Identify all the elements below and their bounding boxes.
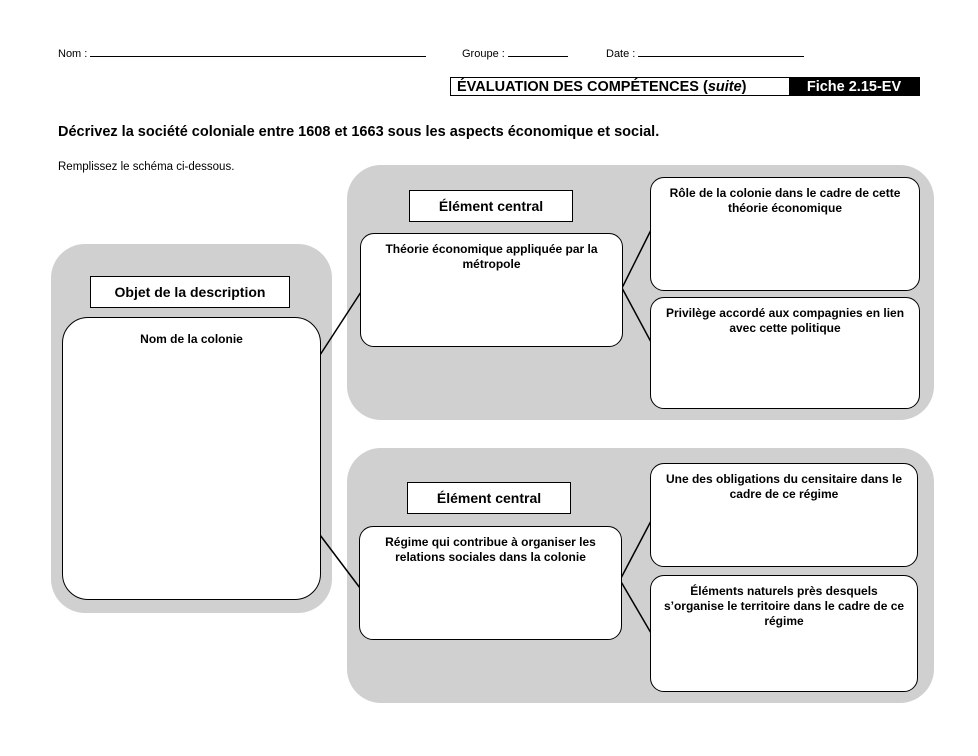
role-colonie-title: Rôle de la colonie dans le cadre de cette théorie économique	[669, 186, 901, 215]
theorie-economique-title: Théorie économique appliquée par la métropole	[385, 242, 598, 271]
elements-naturels-title: Éléments naturels près desquels s’organise le territoire dans le cadre de ce régime	[663, 584, 905, 628]
groupe-label: Groupe :	[462, 48, 505, 60]
theorie-economique-box[interactable]	[360, 233, 623, 347]
evaluation-title: ÉVALUATION DES COMPÉTENCES (suite)	[457, 79, 747, 95]
instruction: Remplissez le schéma ci-dessous.	[58, 161, 235, 173]
fiche-number: Fiche 2.15-EV	[789, 78, 919, 95]
regime-box[interactable]	[359, 526, 622, 640]
privilege-compagnies-box[interactable]	[650, 297, 920, 409]
role-colonie-box[interactable]	[650, 177, 920, 291]
date-label: Date :	[606, 48, 636, 60]
bottom-element-central-label: Élément central	[407, 482, 571, 514]
obligation-censitaire-box[interactable]	[650, 463, 918, 567]
elements-naturels-box[interactable]	[650, 575, 918, 692]
nom-colonie-box[interactable]	[62, 317, 321, 600]
nom-label: Nom :	[58, 48, 88, 60]
regime-title: Régime qui contribue à organiser les relations sociales dans la colonie	[385, 535, 596, 564]
nom-colonie-title: Nom de la colonie	[140, 332, 243, 346]
top-element-central-label: Élément central	[409, 190, 573, 222]
objet-label: Objet de la description	[90, 276, 290, 308]
question: Décrivez la société coloniale entre 1608 et 1663 sous les aspects économique et social.	[58, 124, 660, 140]
privilege-compagnies-title: Privilège accordé aux compagnies en lien avec cette politique	[665, 306, 905, 335]
obligation-censitaire-title: Une des obligations du censitaire dans le cadre de ce régime	[665, 472, 903, 501]
